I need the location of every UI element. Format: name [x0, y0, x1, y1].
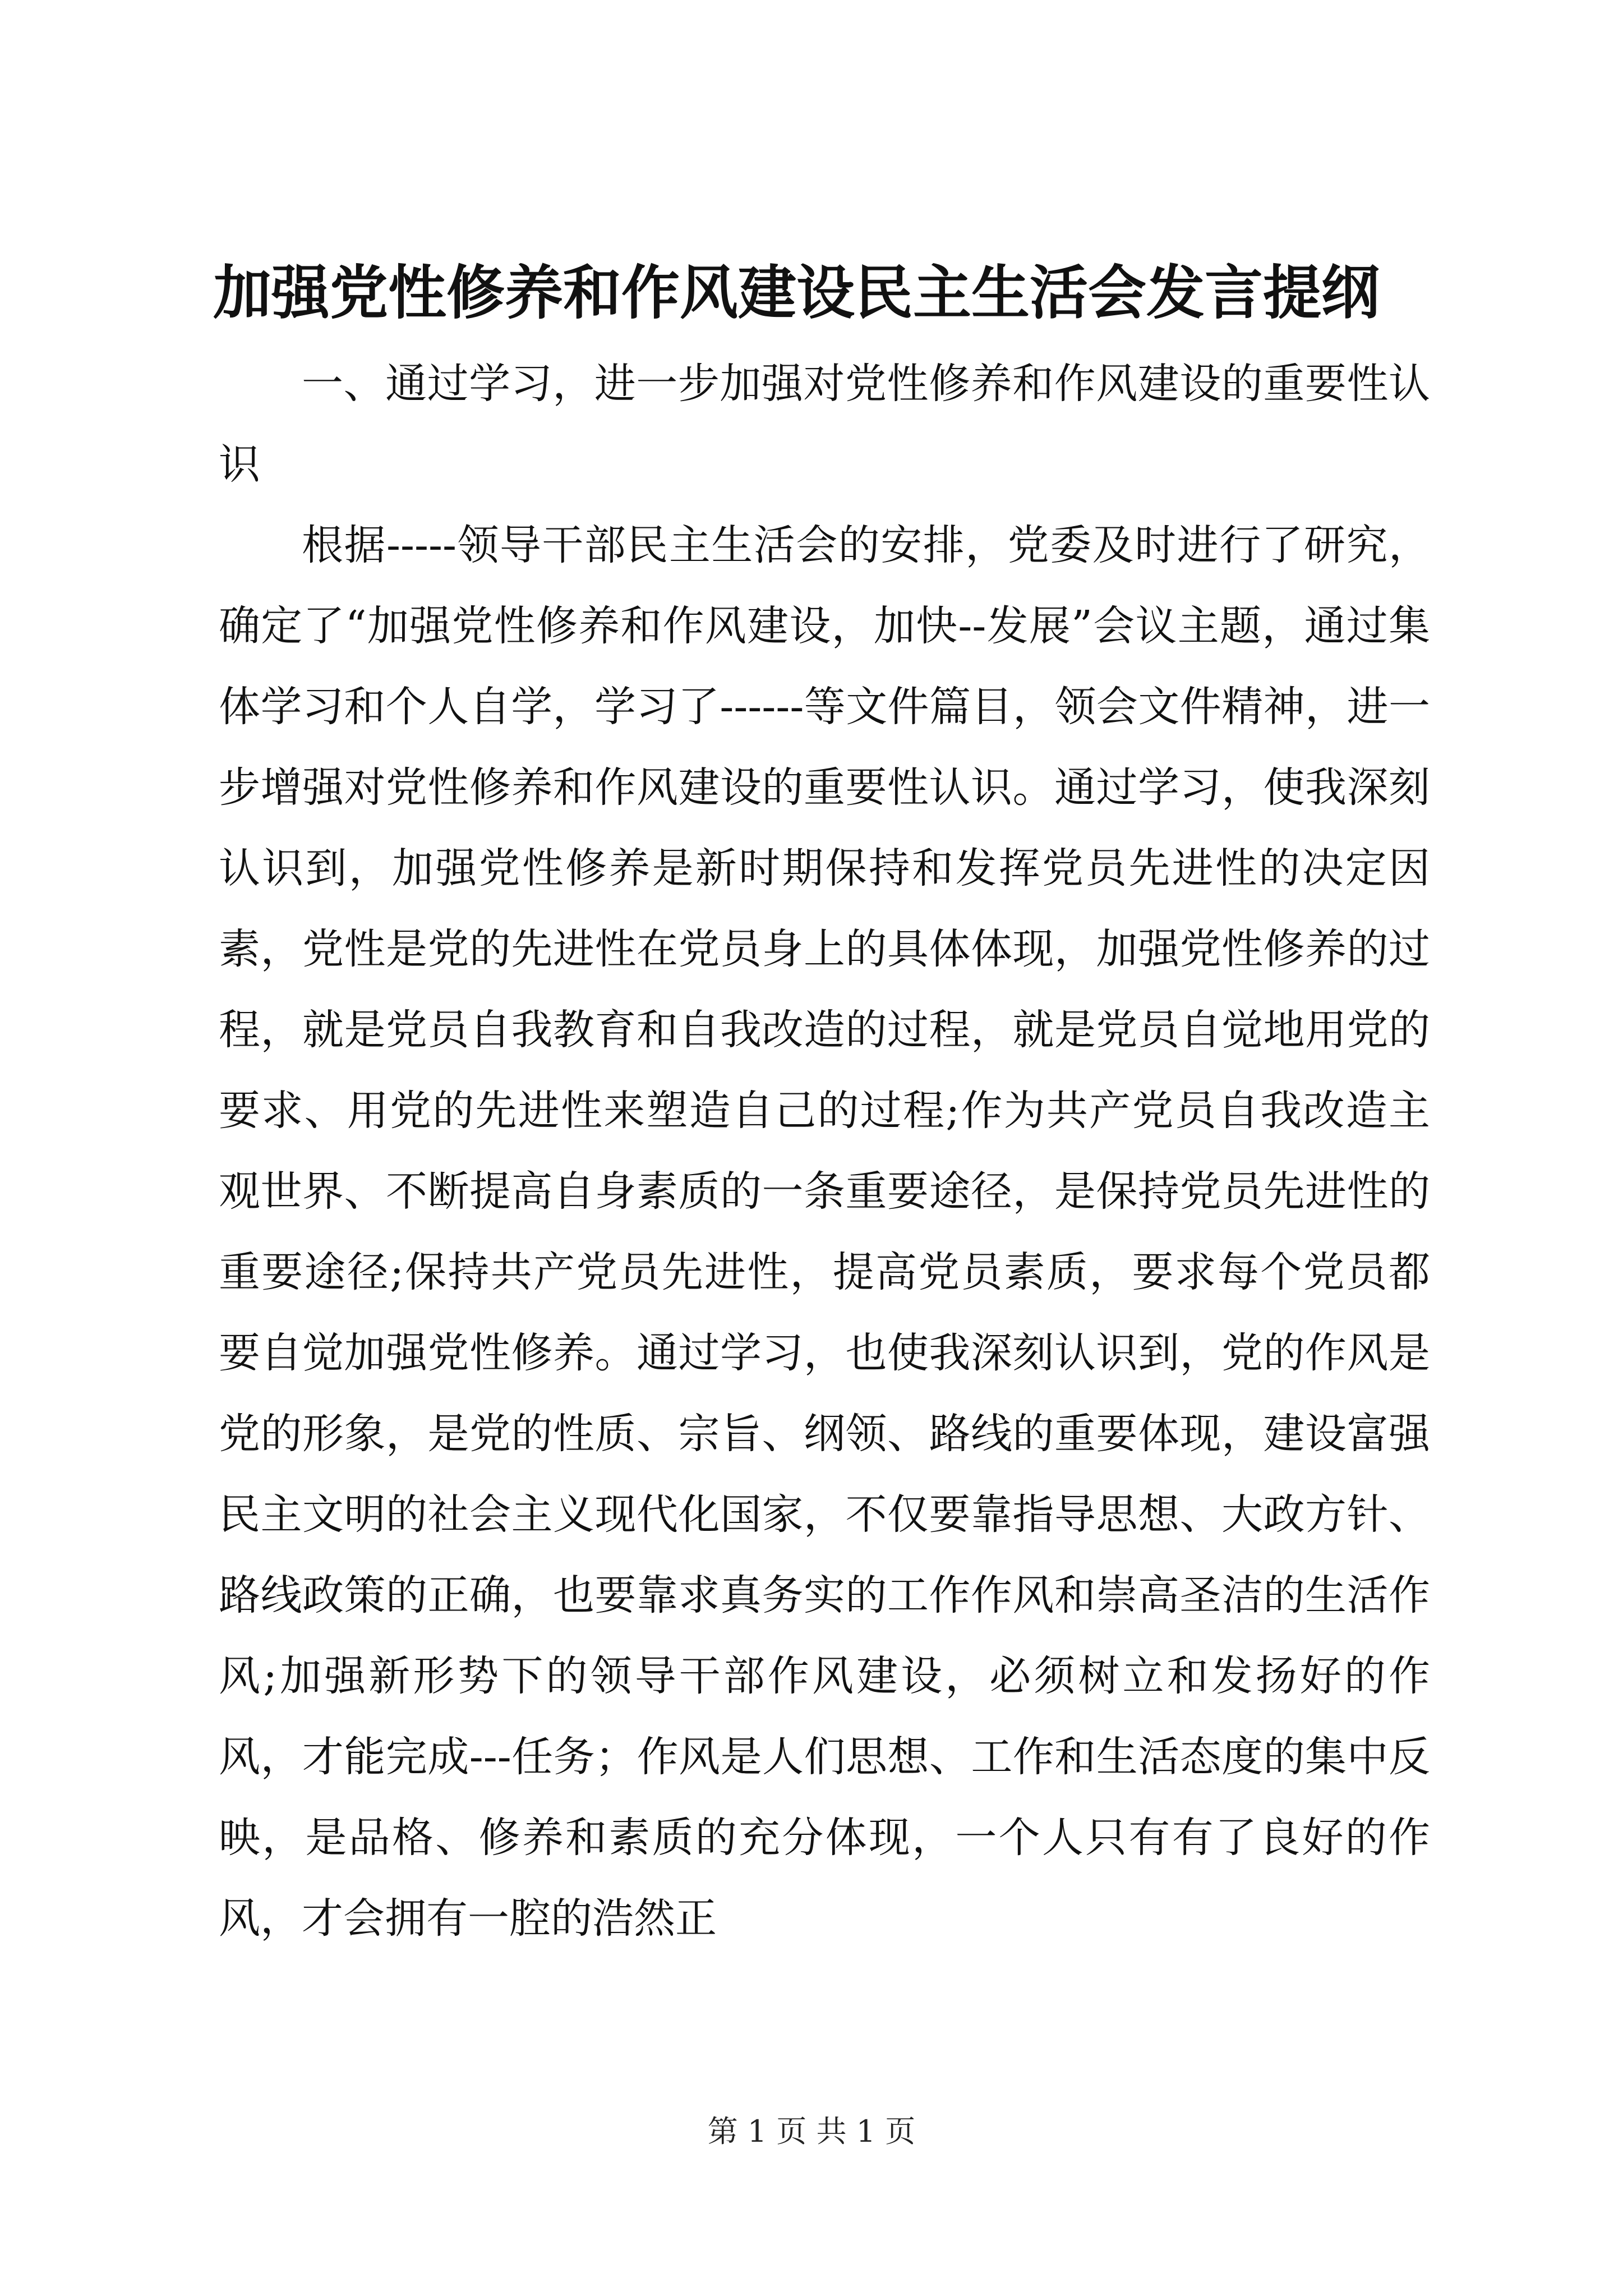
section-heading: 一、通过学习，进一步加强对党性修养和作风建设的重要性认识 — [219, 360, 1430, 489]
document-title: 加强党性修养和作风建设民主生活会发言提纲 — [213, 258, 1380, 327]
document-body — [219, 343, 1430, 1959]
body-paragraph: 根据-----领导干部民主生活会的安排，党委及时进行了研究，确定了“加强党性修养和作风建设，加快--发展”会议主题，通过集体学习和个人自学，学习了------等文件篇目，领会文件精神，进一步增强对党性修养和作风建设的重要性认识。通过学习，使我深刻认识到，加强党性修养是新时期保持和发挥党员先进性的决定因素，党性是党的先进性在党员身上的具体体现，加强党性修养的过程，就是党员自我教育和自我改造的过程，就是党员自觉地用党的要求、用党的先进性来塑造自己的过程;作为共产党员自我改造主观世界、不断提高自身素质的一条重要途径，是保持党员先进性的重要途径;保持共产党员先进性，提高党员素质，要求每个党员都要自觉加强党性修养。通过学习，也使我深刻认识到，党的作风是党的形象，是党的性质、宗旨、纲领、路线的重要体现，建设富强民主文明的社会主义现代化国家，不仅要靠指导思想、大政方针、路线政策的正确，也要靠求真务实的工作作风和崇高圣洁的生活作风;加强新形势下的领导干部作风建设，必须树立和发扬好的作风，才能完成---任务；作风是人们思想、工作和生活态度的集中反映，是品格、修养和素质的充分体现，一个人只有有了良好的作风，才会拥有一腔的浩然正 — [219, 521, 1430, 1943]
page-footer: 第 1 页 共 1 页 — [707, 2114, 916, 2149]
